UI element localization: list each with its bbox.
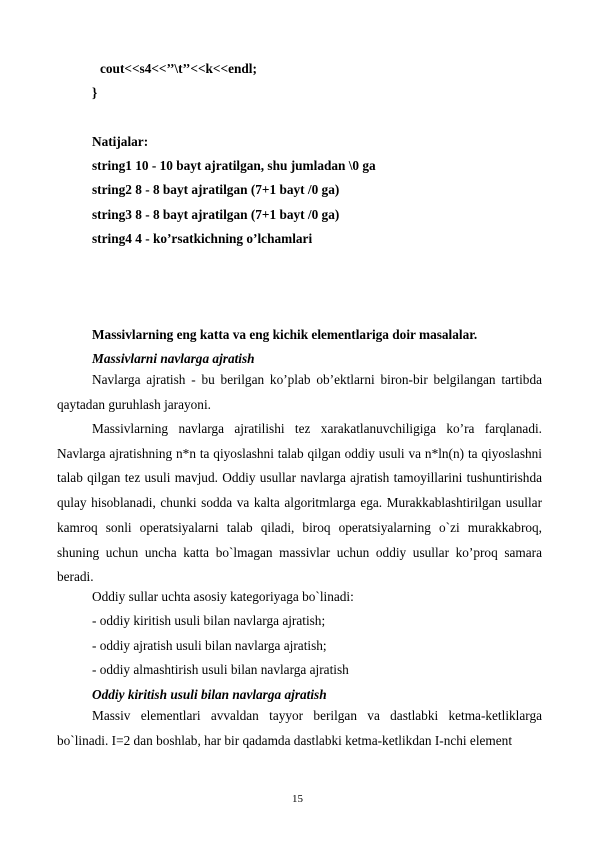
result-item-string3: string3 8 - 8 bayt ajratilgan (7+1 bayt /0 ga) bbox=[92, 207, 340, 222]
results-heading: Natijalar: bbox=[92, 134, 149, 149]
section-title: Massivlarning eng katta va eng kichik elementlariga doir masalalar. bbox=[92, 327, 478, 342]
result-item-string1: string1 10 - 10 bayt ajratilgan, shu jumladan \0 ga bbox=[92, 158, 376, 173]
paragraph-definition: Navlarga ajratish - bu berilgan ko’plab ob’ektlarni biron-bir belgilangan tartibda qaytadan guruhlash jarayoni. bbox=[57, 372, 542, 412]
section-subtitle: Massivlarni navlarga ajratish bbox=[92, 351, 255, 366]
list-item: - oddiy kiritish usuli bilan navlarga ajratish; bbox=[92, 613, 326, 628]
page-number: 15 bbox=[292, 793, 303, 805]
code-line-cout: cout<<s4<<’’\t’’<<k<<endl; bbox=[100, 61, 257, 76]
result-item-string4: string4 4 - ko’rsatkichning o’lchamlari bbox=[92, 231, 313, 246]
paragraph-methods: Massivlarning navlarga ajratilishi tez xarakatlanuvchiligiga ko’ra farqlanadi. Navlarga ajratishning n*n ta qiyoslashni talab qilgan oddiy usuli va n*ln(n) ta qiyoslashni talab qilgan tez usuli mavjud. Oddiy usullar navlarga ajratish tamoyillarini tushuntirishda qulay hisoblanadi, chunki sodda va kalta algoritmlarga ega. Murakkablashtirilgan usullar kamroq sonli operatsiyalarni talab qiladi, biroq operatsiyalarning o`zi murakkabroq, shuning uchun uncha katta bo`lmagan massivlar uchun oddiy usullar ko’proq samara beradi. bbox=[57, 421, 542, 585]
list-item: - oddiy ajratish usuli bilan navlarga ajratish; bbox=[92, 638, 327, 653]
list-item: - oddiy almashtirish usuli bilan navlarga ajratish bbox=[92, 662, 349, 677]
section-subtitle-insertion: Oddiy kiritish usuli bilan navlarga ajratish bbox=[92, 687, 327, 702]
code-line-closing-brace: } bbox=[92, 85, 98, 100]
categories-line: Oddiy sullar uchta asosiy kategoriyaga bo`linadi: bbox=[92, 589, 354, 604]
result-item-string2: string2 8 - 8 bayt ajratilgan (7+1 bayt /0 ga) bbox=[92, 182, 340, 197]
paragraph-insertion: Massiv elementlari avvaldan tayyor berilgan va dastlabki ketma-ketliklarga bo`linadi. I=2 dan boshlab, har bir qadamda dastlabki ketma-ketlikdan I-nchi element bbox=[57, 708, 542, 748]
